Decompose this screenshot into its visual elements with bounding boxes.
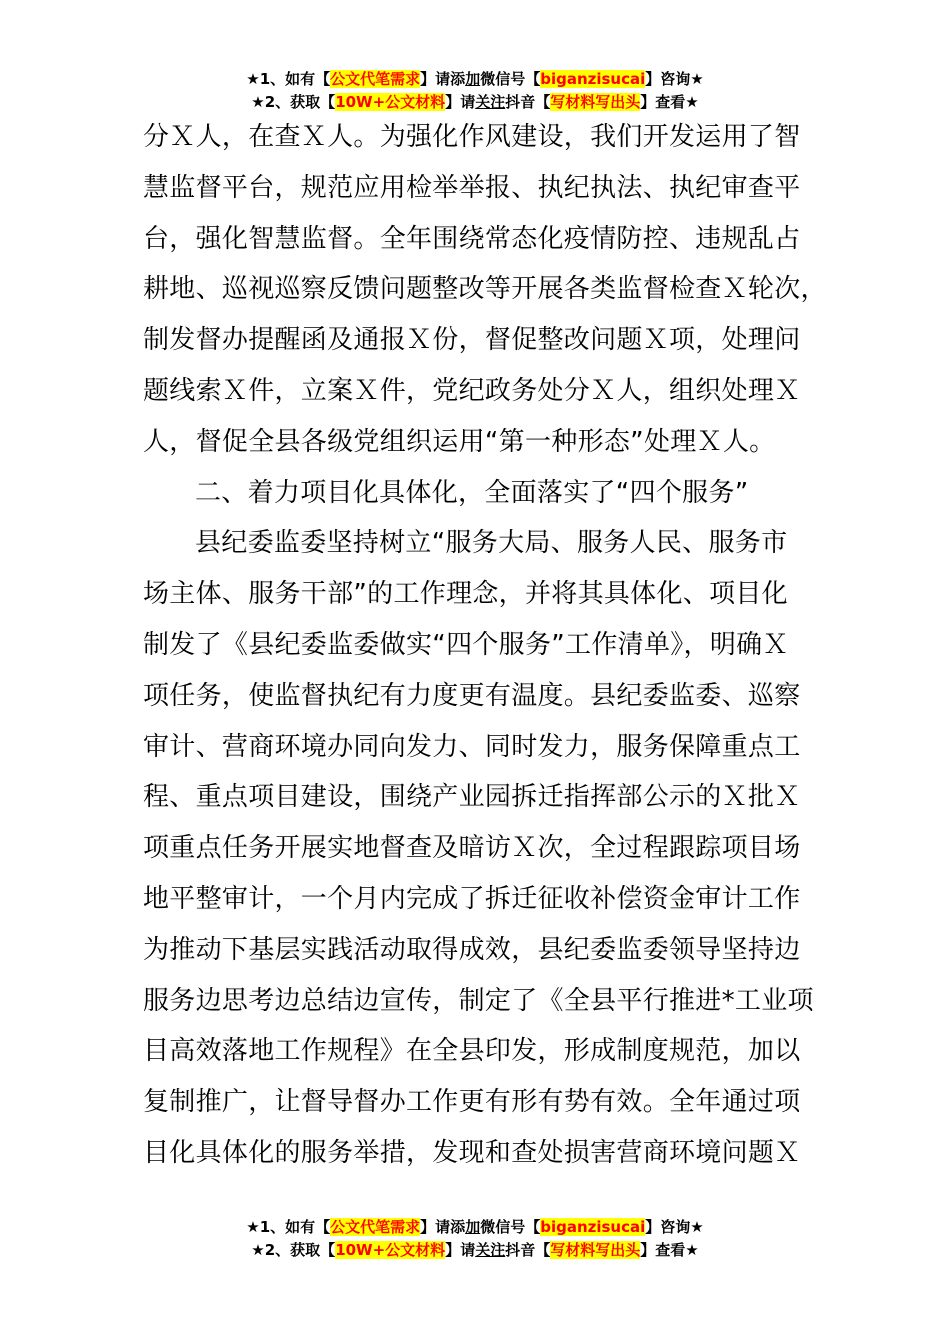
header-banner	[0, 68, 950, 114]
section-heading: 二、着力项目化具体化，全面落实了“四个服务”	[195, 477, 749, 508]
banner-underlined-text: 关注	[475, 93, 506, 111]
body-line: 复制推广，让督导督办工作更有形有势有效。全年通过项	[143, 1087, 801, 1118]
body-line: 题线索Ｘ件，立案Ｘ件，党纪政务处分Ｘ人，组织处理Ｘ	[143, 375, 801, 406]
banner-text: 抖音【	[505, 1241, 551, 1259]
banner-text: 抖音【	[505, 93, 551, 111]
body-line: 服务边思考边总结边宣传，制定了《全县平行推进*工业项	[143, 985, 814, 1016]
body-line: 场主体、服务干部”的工作理念，并将其具体化、项目化	[143, 579, 788, 610]
banner-text: 微信号【	[480, 1218, 541, 1236]
banner-underlined-text: 加	[465, 1218, 481, 1236]
body-line: 地平整审计，一个月内完成了拆迁征收补偿资金审计工作	[143, 883, 801, 914]
body-line: 项重点任务开展实地督查及暗访Ｘ次，全过程跟踪项目场	[143, 833, 801, 864]
banner-underlined-text: 关注	[475, 1241, 506, 1259]
banner-text: ★2、获取【	[251, 93, 336, 111]
banner-text: 】请添	[420, 70, 466, 88]
banner-highlight-wechat-id: biganzisucai	[540, 70, 646, 88]
banner-text: ★1、如有【	[246, 70, 331, 88]
body-line: 人，督促全县各级党组织运用“第一种形态”处理Ｘ人。	[143, 426, 776, 457]
footer-banner-line-2	[0, 1239, 950, 1262]
banner-highlight-materials: 10W+公文材料	[335, 93, 446, 111]
body-line: 目化具体化的服务举措，发现和查处损害营商环境问题Ｘ	[143, 1137, 801, 1168]
body-line: 慧监督平台，规范应用检举举报、执纪执法、执纪审查平	[143, 172, 801, 203]
banner-text: 】咨询★	[645, 70, 704, 88]
footer-banner-line-1	[0, 1216, 950, 1239]
body-line: 目高效落地工作规程》在全县印发，形成制度规范，加以	[143, 1036, 801, 1067]
banner-highlight-douyin-account: 写材料写出头	[550, 93, 641, 111]
banner-text: ★1、如有【	[246, 1218, 331, 1236]
banner-highlight-materials: 10W+公文材料	[335, 1241, 446, 1259]
body-line: 为推动下基层实践活动取得成效，县纪委监委领导坚持边	[143, 934, 801, 965]
body-line: 耕地、巡视巡察反馈问题整改等开展各类监督检查Ｘ轮次，	[143, 274, 827, 305]
banner-text: 微信号【	[480, 70, 541, 88]
footer-banner	[0, 1216, 950, 1262]
banner-text: 】查看★	[640, 1241, 699, 1259]
banner-text: 】咨询★	[645, 1218, 704, 1236]
body-line: 审计、营商环境办同向发力、同时发力，服务保障重点工	[143, 731, 801, 762]
banner-text: 】请	[445, 93, 476, 111]
body-line: 制发了《县纪委监委做实“四个服务”工作清单》，明确Ｘ	[143, 629, 789, 660]
header-banner-line-2	[0, 91, 950, 114]
document-body	[143, 112, 833, 1179]
banner-highlight-service: 公文代笔需求	[330, 70, 421, 88]
banner-text: 】请添	[420, 1218, 466, 1236]
body-line: 程、重点项目建设，围绕产业园拆迁指挥部公示的Ｘ批Ｘ	[143, 782, 801, 813]
banner-underlined-text: 加	[465, 70, 481, 88]
body-line: 分Ｘ人，在查Ｘ人。为强化作风建设，我们开发运用了智	[143, 122, 801, 152]
banner-highlight-service: 公文代笔需求	[330, 1218, 421, 1236]
banner-text: 】查看★	[640, 93, 699, 111]
body-line: 制发督办提醒函及通报Ｘ份，督促整改问题Ｘ项，处理问	[143, 325, 801, 356]
header-banner-line-1	[0, 68, 950, 91]
banner-highlight-wechat-id: biganzisucai	[540, 1218, 646, 1236]
banner-highlight-douyin-account: 写材料写出头	[550, 1241, 641, 1259]
body-line: 项任务，使监督执纪有力度更有温度。县纪委监委、巡察	[143, 680, 801, 711]
banner-text: 】请	[445, 1241, 476, 1259]
banner-text: ★2、获取【	[251, 1241, 336, 1259]
body-line: 台，强化智慧监督。全年围绕常态化疫情防控、违规乱占	[143, 223, 801, 254]
paragraph-first-line: 县纪委监委坚持树立“服务大局、服务人民、服务市	[195, 528, 788, 559]
